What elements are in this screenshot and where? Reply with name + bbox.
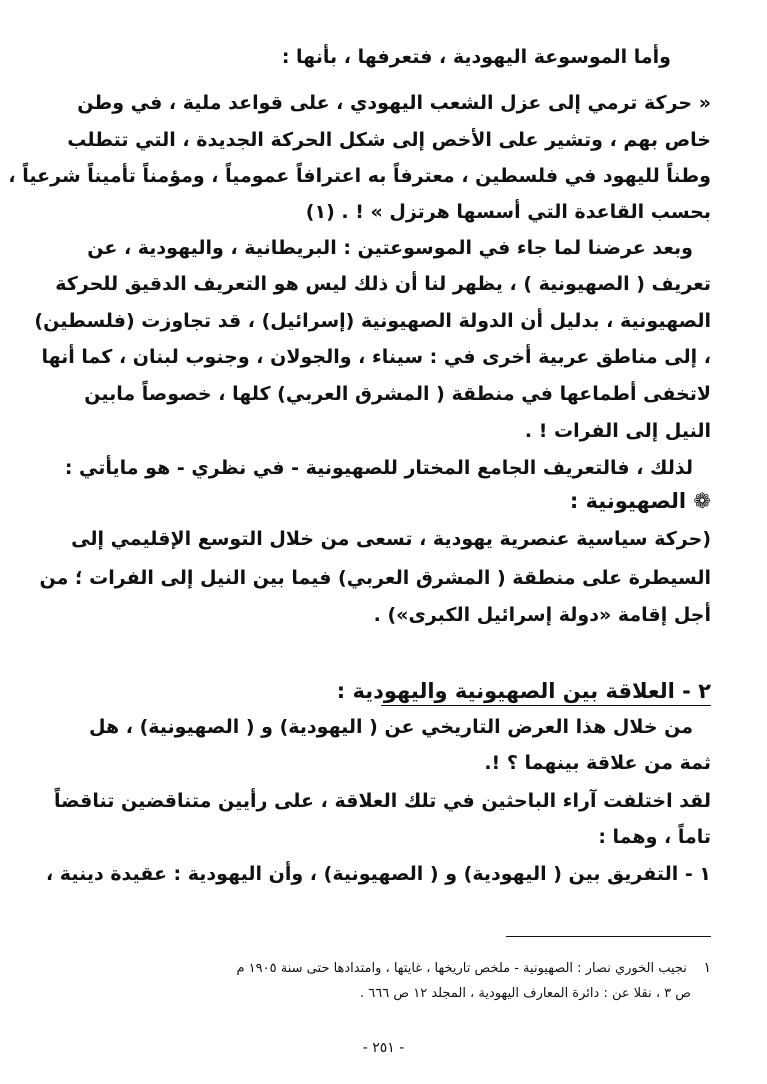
body-line: لذلك ، فالتعريف الجامع المختار للصهيونية - في نظري - هو مايأتي : bbox=[64, 457, 693, 479]
heading-underline bbox=[381, 705, 711, 706]
body-line: ١ - التفريق بين ( اليهودية) و ( الصهيونية) ، وأن اليهودية : عقيدة دينية ، bbox=[45, 863, 711, 885]
body-line: وبعد عرضنا لما جاء في الموسوعتين : البريطانية ، واليهودية ، عن bbox=[87, 237, 693, 259]
footnote-line bbox=[98, 957, 711, 980]
body-line: وطناً لليهود في فلسطين ، معترفاً به اعترافاً عمومياً ، ومؤمناً تأميناً شرعياً ، bbox=[8, 165, 711, 187]
body-line: ثمة من علاقة بينهما ؟ !. bbox=[484, 752, 711, 774]
page-number: - ٢٥١ - bbox=[362, 1040, 405, 1056]
body-line: لاتخفى أطماعها في منطقة ( المشرق العربي) كلها ، خصوصاً مابين bbox=[84, 383, 711, 405]
body-line: « حركة ترمي إلى عزل الشعب اليهودي ، على قواعد ملية ، في وطن bbox=[77, 92, 711, 114]
footnote-text-2: ص ٣ ، نقلا عن : دائرة المعارف اليهودية ، المجلد ١٢ ص ٦٦٦ . bbox=[360, 986, 691, 1001]
definition-heading: ❁ الصهيونية : bbox=[569, 489, 711, 513]
body-line: تاماً ، وهما : bbox=[598, 826, 711, 848]
body-line: النيل إلى الفرات ! . bbox=[524, 420, 711, 442]
body-line: السيطرة على منطقة ( المشرق العربي) فيما بين النيل إلى الفرات ؛ من bbox=[39, 567, 711, 589]
body-line: الصهيونية ، بدليل أن الدولة الصهيونية (إسرائيل) ، قد تجاوزت (فلسطين) bbox=[34, 310, 711, 332]
body-line: من خلال هذا العرض التاريخي عن ( اليهودية) و ( الصهيونية) ، هل bbox=[88, 716, 693, 738]
body-line: تعريف ( الصهيونية ) ، يظهر لنا أن ذلك ليس هو التعريف الدقيق للحركة bbox=[55, 273, 711, 295]
body-line: خاص بهم ، وتشير على الأخص إلى شكل الحركة الجديدة ، التي تتطلب bbox=[67, 129, 711, 151]
footnote-separator bbox=[506, 936, 711, 937]
footnote-text-1: نجيب الخوري نصار : الصهيونية - ملخص تاريخها ، غايتها ، وامتدادها حتى سنة ١٩٠٥ م bbox=[236, 961, 687, 976]
body-line: (حركة سياسية عنصرية يهودية ، تسعى من خلال التوسع الإقليمي إلى bbox=[71, 528, 711, 550]
body-line: بحسب القاعدة التي أسسها هرتزل » ! . (١) bbox=[305, 201, 711, 223]
section-heading: ٢ - العلاقة بين الصهيونية واليهودية : bbox=[336, 679, 711, 703]
footnote-line bbox=[98, 983, 691, 1005]
body-line: لقد اختلفت آراء الباحثين في تلك العلاقة ، على رأيين متناقضين تناقضاً bbox=[54, 790, 711, 812]
footnote-marker: ١ bbox=[703, 960, 711, 976]
body-line: وأما الموسوعة اليهودية ، فتعرفها ، بأنها : bbox=[281, 46, 671, 68]
body-line: أجل إقامة «دولة إسرائيل الكبرى») . bbox=[373, 604, 711, 626]
body-line: ، إلى مناطق عربية أخرى في : سيناء ، والجولان ، وجنوب لبنان ، كما أنها bbox=[41, 346, 711, 368]
